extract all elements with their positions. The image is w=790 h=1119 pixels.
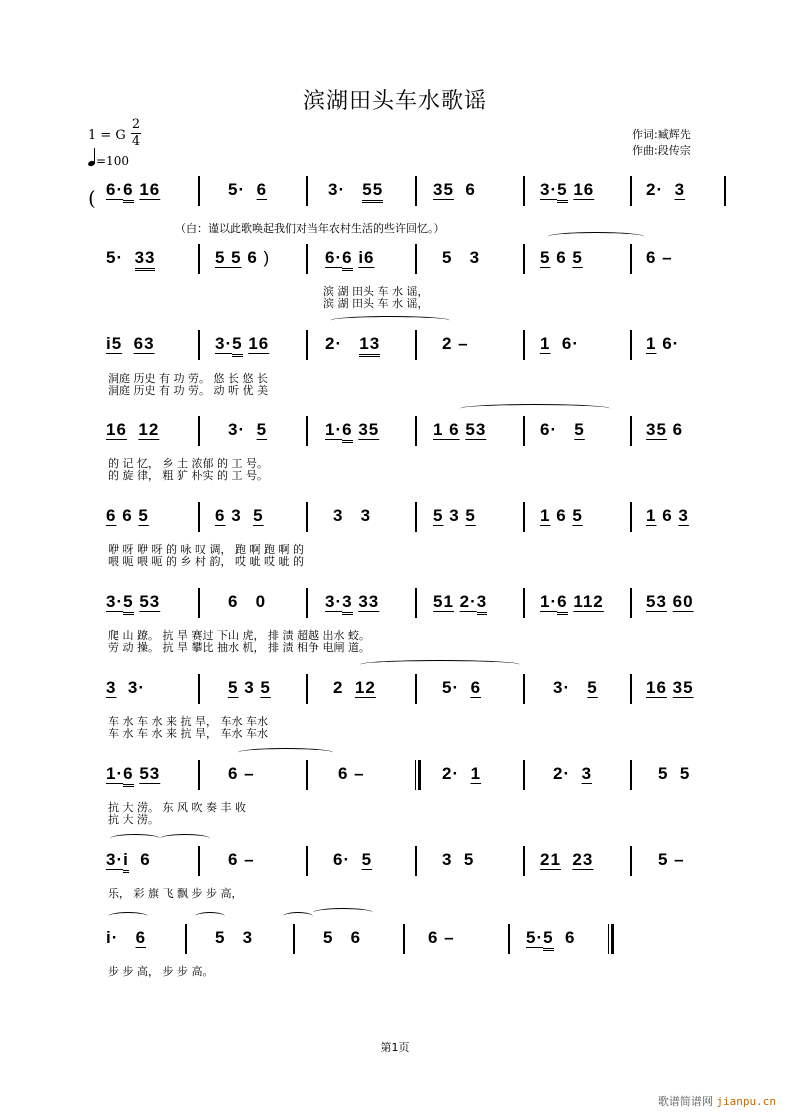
tie-arc xyxy=(313,908,373,917)
score-row-5 xyxy=(88,498,728,538)
measure: 5 6 5 xyxy=(540,248,583,267)
barline xyxy=(306,416,308,446)
measure: 1·6 53 xyxy=(106,764,160,784)
barline xyxy=(415,588,417,618)
barline xyxy=(185,924,187,954)
measure: 2· 13 xyxy=(325,334,380,354)
measure: 6 3 5 xyxy=(215,506,264,525)
measure: 5 3 5 xyxy=(433,506,476,525)
measure: 3·5 53 xyxy=(106,592,160,612)
barline xyxy=(306,502,308,532)
measure: 6·6 i6 xyxy=(325,248,375,268)
measure: i5 63 xyxy=(106,334,155,353)
barline xyxy=(508,924,510,954)
barline xyxy=(523,588,525,618)
barline xyxy=(198,416,200,446)
measure: 6 6 5 xyxy=(106,506,149,525)
measure: 2 – xyxy=(442,334,469,353)
tempo-value: =100 xyxy=(96,154,129,168)
lyric-line: 劳 动 操。 抗 旱 攀比 抽水 机， 排 渍 相争 电闸 道。 xyxy=(108,641,370,654)
measure: 5 5 6 ) xyxy=(215,248,271,267)
barline xyxy=(630,846,632,876)
barline xyxy=(415,674,417,704)
measure: 5·5 6 xyxy=(526,928,576,948)
measure: 6 – xyxy=(228,850,255,869)
measure: 2· 3 xyxy=(553,764,593,783)
measure: 35 6 xyxy=(433,180,476,199)
time-signature xyxy=(130,118,142,149)
barline xyxy=(306,588,308,618)
barline xyxy=(630,502,632,532)
barline xyxy=(198,244,200,274)
measure: 3·5 16 xyxy=(540,180,594,200)
measure: 5· 6 xyxy=(442,678,482,697)
measure: 1·6 35 xyxy=(325,420,379,440)
barline xyxy=(415,416,417,446)
measure: 5 5 xyxy=(658,764,691,783)
measure: 6 – xyxy=(228,764,255,783)
composer: 作曲:段传宗 xyxy=(632,144,691,157)
lyric-line: 的 记 忆， 乡 土 浓郁 的 工 号。 xyxy=(108,457,268,470)
barline xyxy=(630,176,632,206)
barline xyxy=(198,330,200,360)
watermark xyxy=(658,1093,776,1109)
lyric-line: 滨 湖 田头 车 水 谣， xyxy=(323,297,429,310)
tempo-marking xyxy=(88,148,129,168)
barline xyxy=(523,244,525,274)
lyric-line: 洞庭 历史 有 功 劳。 动 听 优 美 xyxy=(108,384,268,397)
barline xyxy=(630,330,632,360)
lyric-line: 抗 大 涝。 东 风 吹 奏 丰 收 xyxy=(108,801,246,814)
measure: 3·5 16 xyxy=(215,334,269,354)
measure: 6· 5 xyxy=(540,420,585,439)
measure: 1 6· xyxy=(646,334,680,353)
measure: 3· 55 xyxy=(328,180,383,200)
barline xyxy=(724,176,726,206)
score-row-6 xyxy=(88,584,728,624)
measure: 6 – xyxy=(338,764,365,783)
lyric-line: 步 步 高， 步 步 高。 xyxy=(108,965,214,978)
measure: 3· 5 xyxy=(553,678,598,697)
measure: 3· 5 xyxy=(228,420,268,439)
lyric-line: 喂 呃 喂 呃 的 乡 村 韵， 哎 呲 哎 呲 的 xyxy=(108,555,304,568)
time-signature-top: 2 xyxy=(131,117,141,132)
score-row-4 xyxy=(88,412,728,452)
score-row-7 xyxy=(88,670,728,710)
barline xyxy=(630,760,632,790)
measure: 21 23 xyxy=(540,850,594,869)
measure: 35 6 xyxy=(646,420,684,439)
barline xyxy=(630,674,632,704)
barline xyxy=(523,760,525,790)
measure: 6 – xyxy=(646,248,673,267)
score-row-8 xyxy=(88,756,728,796)
quarter-note-icon xyxy=(88,148,96,168)
lyricist: 作词:臧辉先 xyxy=(632,128,691,141)
barline xyxy=(523,846,525,876)
measure: 6 – xyxy=(428,928,455,947)
barline xyxy=(306,846,308,876)
barline xyxy=(523,416,525,446)
measure: 5 3 xyxy=(442,248,481,267)
measure: 3 3 xyxy=(333,506,372,525)
tie-arc xyxy=(238,748,333,757)
barline xyxy=(306,760,308,790)
measure: 6 0 xyxy=(228,592,267,611)
measure: 2· 3 xyxy=(646,180,686,199)
lyric-line: 的 旋 律， 粗 犷 朴实 的 工 号。 xyxy=(108,469,268,482)
barline xyxy=(415,244,417,274)
barline xyxy=(415,330,417,360)
score-row-3 xyxy=(88,326,728,366)
measure: 5 – xyxy=(658,850,685,869)
measure: 3 5 xyxy=(442,850,475,869)
final-barline xyxy=(608,924,614,954)
measure: 3·i 6 xyxy=(106,850,151,870)
slur-arc xyxy=(360,660,520,669)
barline xyxy=(415,176,417,206)
slur-arc xyxy=(460,404,610,413)
barline xyxy=(198,588,200,618)
lyric-line: 咿 呀 咿 呀 的 咏 叹 调， 跑 啊 跑 啊 的 xyxy=(108,543,304,556)
barline xyxy=(198,176,200,206)
measure: 5· 6 xyxy=(228,180,268,199)
measure: 1 6· xyxy=(540,334,580,353)
key-signature: 1 = G xyxy=(88,128,126,143)
measure: 1 6 53 xyxy=(433,420,487,439)
measure: 5 3 xyxy=(215,928,254,947)
barline xyxy=(523,502,525,532)
lyric-line: 车 水 车 水 来 抗 旱， 车水 车水 xyxy=(108,715,268,728)
lyric-line: 爬 山 蹽。 抗 旱 赛过 下山 虎， 排 渍 超越 出水 蛟。 xyxy=(108,629,370,642)
barline xyxy=(415,502,417,532)
repeat-end-barline xyxy=(415,760,421,790)
measure: 5 3 5 xyxy=(228,678,271,697)
barline xyxy=(630,588,632,618)
slur-arc xyxy=(283,912,313,921)
barline xyxy=(523,330,525,360)
barline xyxy=(198,760,200,790)
measure: 53 60 xyxy=(646,592,694,611)
barline xyxy=(198,674,200,704)
barline xyxy=(630,244,632,274)
measure: 16 35 xyxy=(646,678,694,697)
tie-arc xyxy=(108,912,148,921)
barline xyxy=(306,330,308,360)
watermark-cn: 歌谱简谱网 xyxy=(657,1095,713,1108)
measure: 2 12 xyxy=(333,678,376,697)
lyric-line: 车 水 车 水 来 抗 旱， 车水 车水 xyxy=(108,727,268,740)
barline xyxy=(293,924,295,954)
slur-arc xyxy=(195,912,225,921)
measure: 1 6 3 xyxy=(646,506,689,525)
time-signature-bottom: 4 xyxy=(131,134,141,149)
measure: 6· 5 xyxy=(333,850,373,869)
measure: 3·3 33 xyxy=(325,592,379,612)
score-row-2 xyxy=(88,240,728,280)
barline xyxy=(403,924,405,954)
measure: 2· 1 xyxy=(442,764,482,783)
measure: 3 3· xyxy=(106,678,146,697)
measure: 51 2·3 xyxy=(433,592,487,612)
tie-arc xyxy=(110,834,160,843)
measure: 1 6 5 xyxy=(540,506,583,525)
lyric-line: 滨 湖 田头 车 水 谣， xyxy=(323,285,429,298)
score-row-1 xyxy=(88,172,728,212)
slur-arc xyxy=(330,316,450,325)
tie-arc xyxy=(160,834,210,843)
measure: 16 12 xyxy=(106,420,160,439)
score-row-10 xyxy=(88,920,728,960)
measure: 1·6 112 xyxy=(540,592,604,612)
spoken-remark: （白：谨以此歌唤起我们对当年农村生活的些许回忆。） xyxy=(175,222,445,235)
barline xyxy=(306,674,308,704)
song-title: 滨湖田头车水歌谣 xyxy=(302,89,487,114)
lyric-line: 乐， 彩 旗 飞 飘 步 步 高， xyxy=(108,887,243,900)
measure: 5· 33 xyxy=(106,248,155,268)
measure: ( 6·6 16 xyxy=(88,180,161,210)
measure: i· 6 xyxy=(106,928,147,947)
score-row-9 xyxy=(88,842,728,882)
lyric-line: 洞庭 历史 有 功 劳。 悠 长 悠 长 xyxy=(108,372,268,385)
measure: 5 6 xyxy=(323,928,362,947)
credits xyxy=(632,127,691,159)
barline xyxy=(198,502,200,532)
barline xyxy=(415,846,417,876)
barline xyxy=(630,416,632,446)
barline xyxy=(523,176,525,206)
barline xyxy=(306,244,308,274)
barline xyxy=(523,674,525,704)
lyric-line: 抗 大 涝。 xyxy=(108,813,159,826)
barline xyxy=(198,846,200,876)
barline xyxy=(306,176,308,206)
page-number: 第1页 xyxy=(380,1041,410,1054)
watermark-en: jianpu.cn xyxy=(716,1095,776,1108)
